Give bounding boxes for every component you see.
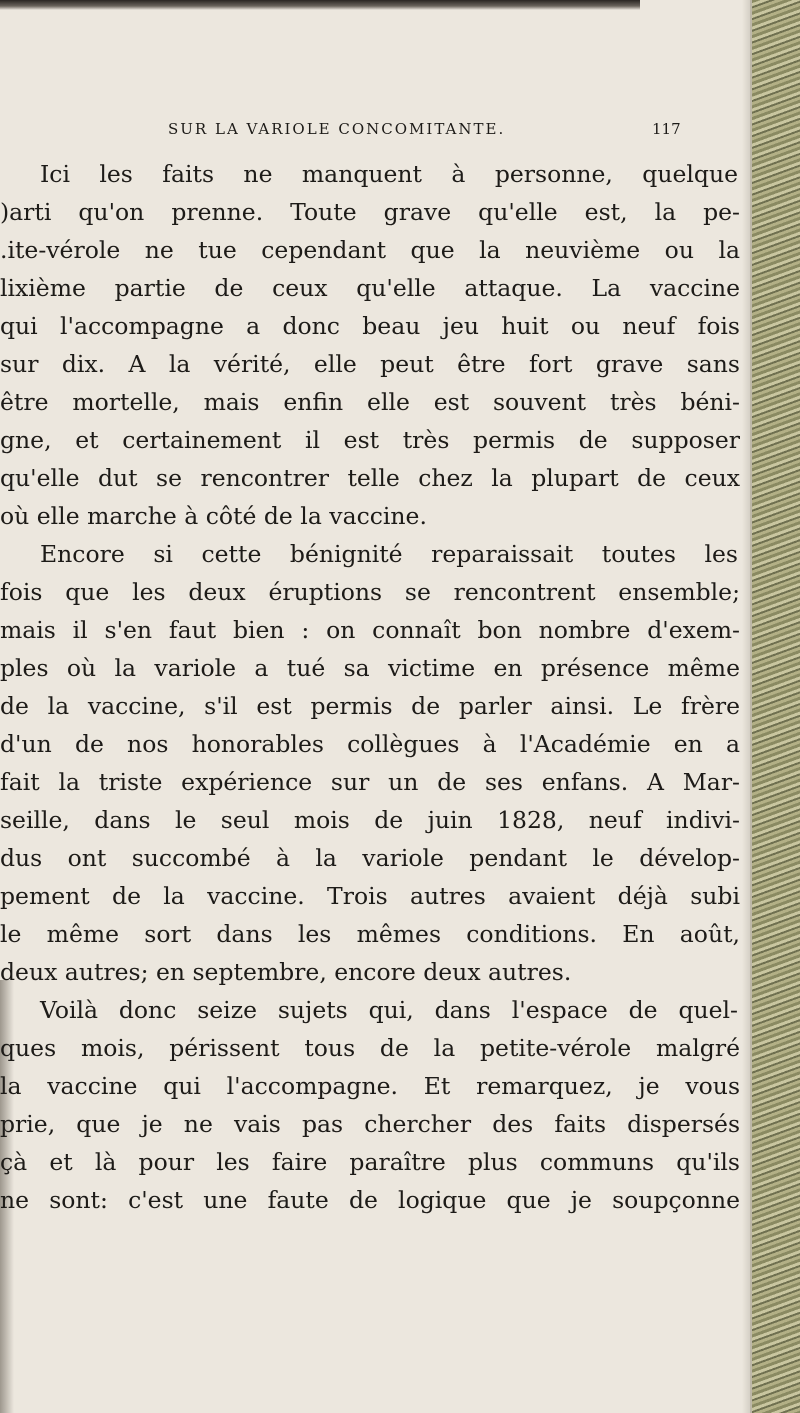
book-binding bbox=[750, 0, 800, 1413]
text-line: de la vaccine, s'il est permis de parler ainsi. Le frère bbox=[0, 692, 740, 720]
text-line: ne sont: c'est une faute de logique que je soupçonne bbox=[0, 1186, 740, 1214]
text-line: d'un de nos honorables collègues à l'Académie en a bbox=[0, 730, 740, 758]
text-line: fois que les deux éruptions se rencontrent ensemble; bbox=[0, 578, 740, 606]
text-line: ques mois, périssent tous de la petite-vérole malgré bbox=[0, 1034, 740, 1062]
running-head: SUR LA VARIOLE CONCOMITANTE. bbox=[168, 120, 506, 138]
text-line: être mortelle, mais enfin elle est souvent très béni- bbox=[0, 388, 740, 416]
text-line: qu'elle dut se rencontrer telle chez la plupart de ceux bbox=[0, 464, 740, 492]
page-number: 117 bbox=[652, 120, 681, 138]
text-line: gne, et certainement il est très permis de supposer bbox=[0, 426, 740, 454]
text-line: seille, dans le seul mois de juin 1828, neuf indivi- bbox=[0, 806, 740, 834]
text-line: .ite-vérole ne tue cependant que la neuvième ou la bbox=[0, 236, 740, 264]
text-line: çà et là pour les faire paraître plus communs qu'ils bbox=[0, 1148, 740, 1176]
text-line: qui l'accompagne a donc beau jeu huit ou neuf fois bbox=[0, 312, 740, 340]
text-line: dus ont succombé à la variole pendant le dévelop- bbox=[0, 844, 740, 872]
text-line: fait la triste expérience sur un de ses enfans. A Mar- bbox=[0, 768, 740, 796]
text-line: prie, que je ne vais pas chercher des faits dispersés bbox=[0, 1110, 740, 1138]
text-line: le même sort dans les mêmes conditions. En août, bbox=[0, 920, 740, 948]
text-line: ples où la variole a tué sa victime en présence même bbox=[0, 654, 740, 682]
text-line: la vaccine qui l'accompagne. Et remarquez, je vous bbox=[0, 1072, 740, 1100]
text-line: Voilà donc seize sujets qui, dans l'espace de quel- bbox=[40, 996, 738, 1024]
text-line: Ici les faits ne manquent à personne, quelque bbox=[40, 160, 738, 188]
text-line: deux autres; en septembre, encore deux autres. bbox=[0, 958, 572, 986]
text-line: Encore si cette bénignité reparaissait toutes les bbox=[40, 540, 738, 568]
text-line: où elle marche à côté de la vaccine. bbox=[0, 502, 427, 530]
text-line: )arti qu'on prenne. Toute grave qu'elle est, la pe- bbox=[0, 198, 740, 226]
text-line: mais il s'en faut bien : on connaît bon nombre d'exem- bbox=[0, 616, 740, 644]
text-line: sur dix. A la vérité, elle peut être fort grave sans bbox=[0, 350, 740, 378]
text-line: lixième partie de ceux qu'elle attaque. La vaccine bbox=[0, 274, 740, 302]
text-line: pement de la vaccine. Trois autres avaient déjà subi bbox=[0, 882, 740, 910]
